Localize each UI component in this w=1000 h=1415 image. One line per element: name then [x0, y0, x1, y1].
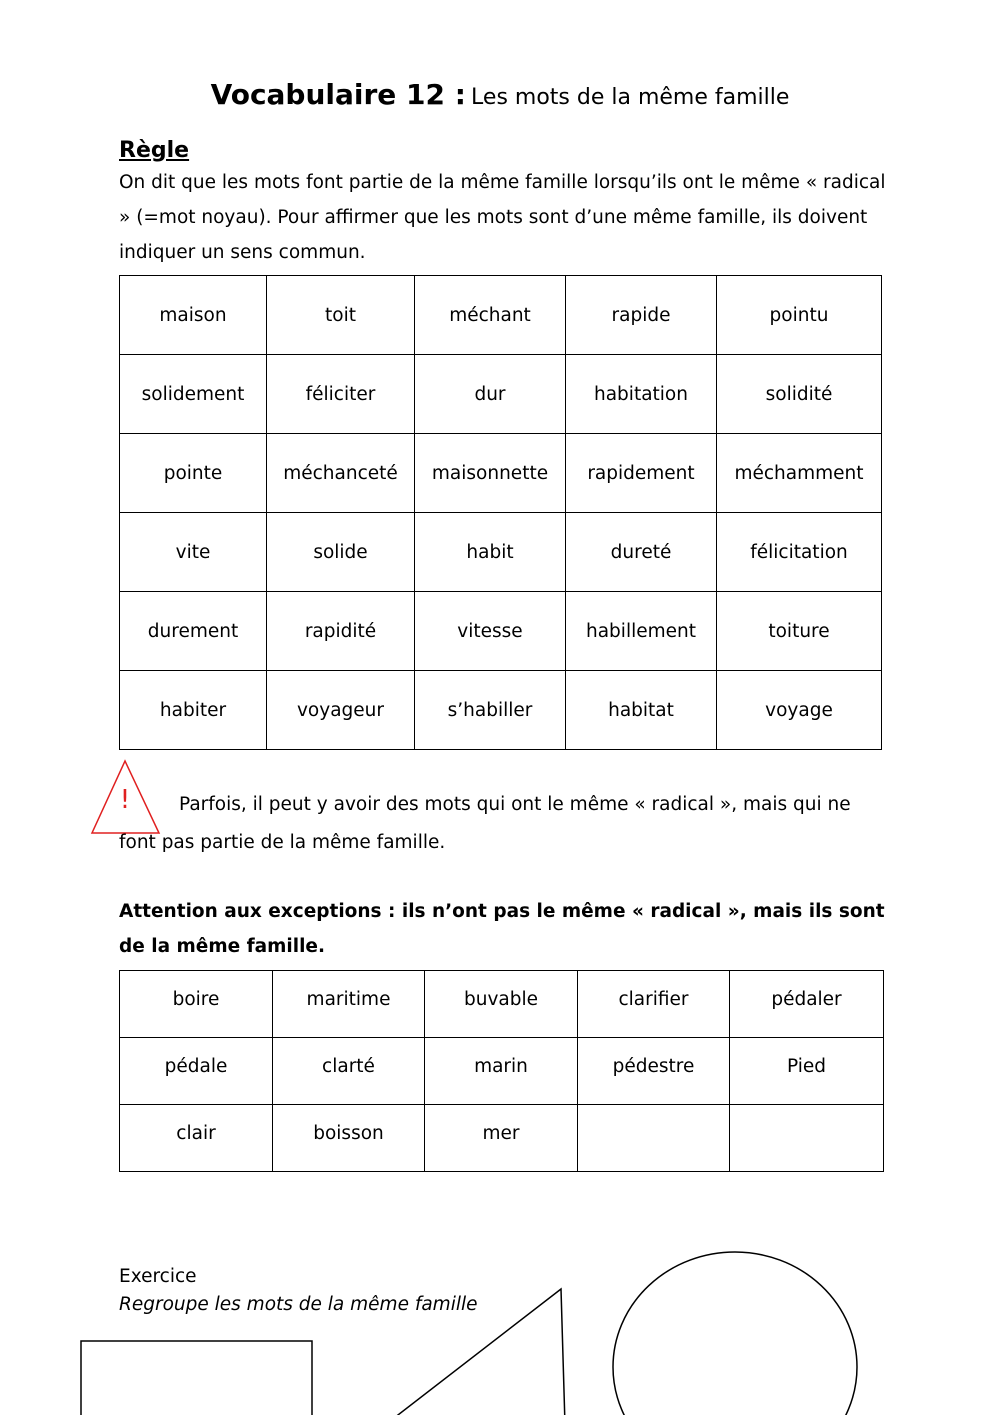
table-cell: durement: [120, 592, 267, 671]
regle-text: On dit que les mots font partie de la même famille lorsqu’ils ont le même « radical » (=mot noyau). Pour affirmer que les mots sont d’une même famille, ils doivent indiquer un sens commun.: [119, 172, 886, 263]
table-cell: voyage: [717, 671, 882, 750]
table-cell: boire: [120, 971, 273, 1038]
table-cell: maisonnette: [415, 434, 566, 513]
table-cell: habitat: [566, 671, 717, 750]
table-cell: vitesse: [415, 592, 566, 671]
table-cell: solidement: [120, 355, 267, 434]
table-cell: méchamment: [717, 434, 882, 513]
exercise-instruction: Regroupe les mots de la même famille: [119, 1294, 478, 1315]
table-cell: méchanceté: [267, 434, 415, 513]
table-cell: s’habiller: [415, 671, 566, 750]
table-cell: buvable: [425, 971, 578, 1038]
exercise-title: Exercice: [119, 1266, 197, 1287]
table-cell: rapidement: [566, 434, 717, 513]
title-subtitle: Les mots de la même famille: [471, 85, 790, 110]
table-cell: habiter: [120, 671, 267, 750]
table-cell: vite: [120, 513, 267, 592]
regle-heading: Règle: [119, 138, 190, 163]
exceptions-heading: Attention aux exceptions : ils n’ont pas le même « radical », mais ils sont de la même famille.: [119, 901, 885, 957]
table-cell: solide: [267, 513, 415, 592]
table-cell: clair: [120, 1105, 273, 1172]
table-cell: habillement: [566, 592, 717, 671]
warning-glyph: !: [119, 785, 131, 815]
table-cell: pédestre: [578, 1038, 730, 1105]
table-cell: clarté: [273, 1038, 425, 1105]
table-cell: rapidité: [267, 592, 415, 671]
table-cell: voyageur: [267, 671, 415, 750]
table-cell: pédaler: [730, 971, 884, 1038]
table-cell: félicitation: [717, 513, 882, 592]
table-cell: marin: [425, 1038, 578, 1105]
warning-text: Parfois, il peut y avoir des mots qui ont le même « radical », mais qui ne font pas partie de la même famille.: [119, 794, 851, 853]
table-cell: toiture: [717, 592, 882, 671]
table-cell: mer: [425, 1105, 578, 1172]
table-cell: Pied: [730, 1038, 884, 1105]
table-cell: solidité: [717, 355, 882, 434]
table-cell: maritime: [273, 971, 425, 1038]
table-cell: clarifier: [578, 971, 730, 1038]
table-cell: habitation: [566, 355, 717, 434]
table-cell: pointe: [120, 434, 267, 513]
table-cell: dur: [415, 355, 566, 434]
triangle-shape: [385, 1289, 565, 1415]
circle-shape: [613, 1252, 857, 1415]
table-cell: féliciter: [267, 355, 415, 434]
table-cell: pédale: [120, 1038, 273, 1105]
title-main: Vocabulaire 12 :: [210, 78, 466, 111]
table-cell: méchant: [415, 276, 566, 355]
table-cell: pointu: [717, 276, 882, 355]
table-cell: rapide: [566, 276, 717, 355]
table-cell: maison: [120, 276, 267, 355]
table-cell: boisson: [273, 1105, 425, 1172]
table-cell: dureté: [566, 513, 717, 592]
table-cell: habit: [415, 513, 566, 592]
rectangle-shape: [81, 1341, 312, 1415]
table-cell: toit: [267, 276, 415, 355]
